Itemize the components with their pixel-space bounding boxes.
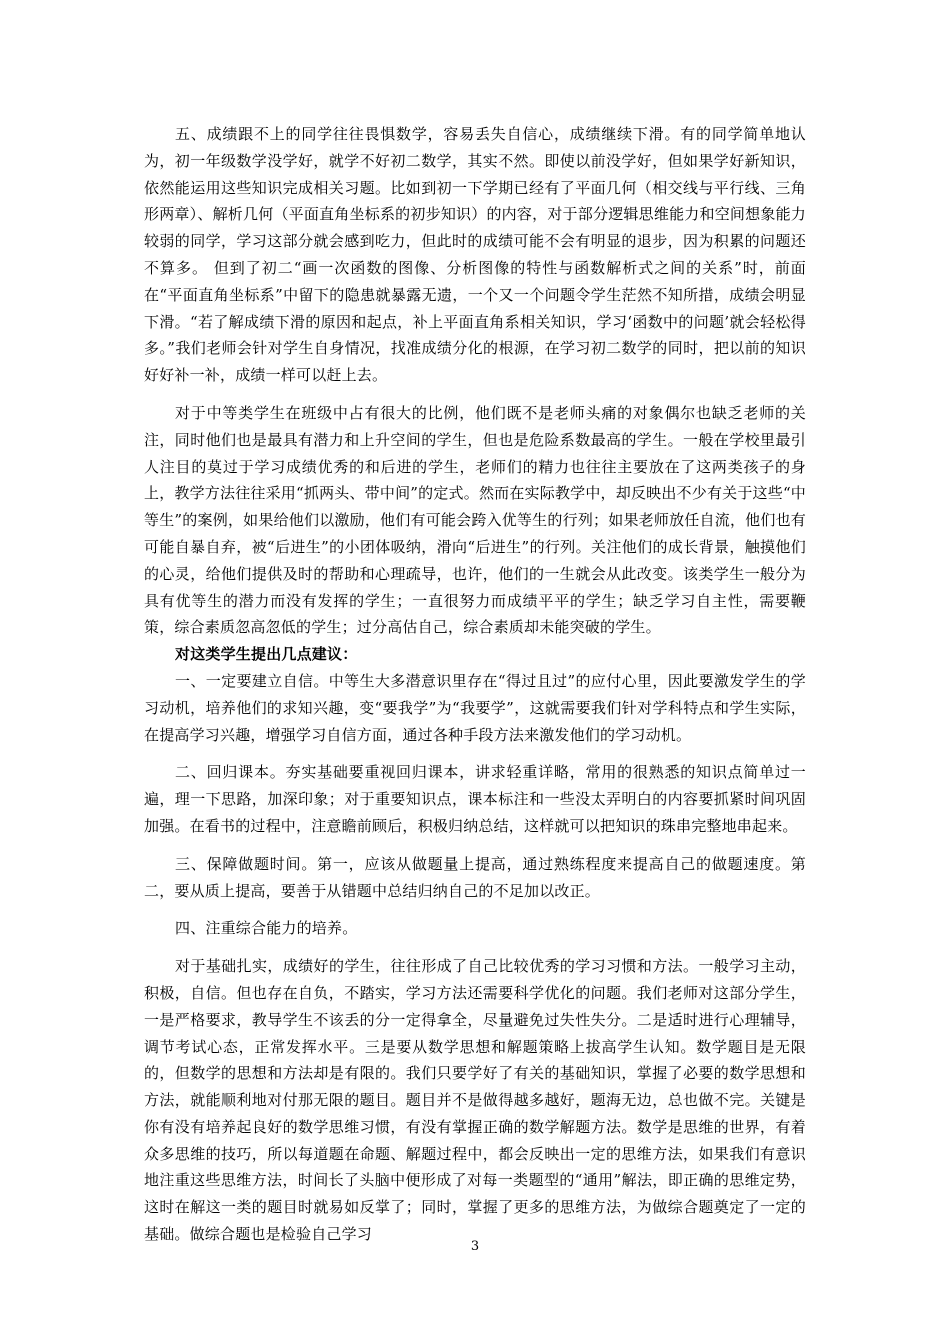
suggestion-comprehensive-ability: 四、注重综合能力的培养。 xyxy=(175,919,358,938)
suggestion-return-to-textbook: 二、回归课本。夯实基础要重视回归课本，讲求轻重详略，常用的很熟悉的知识点简单过一遍，理一下思路，加深印象；对于重要知识点，课本标注和一些没太弄明白的内容要抓紧时间巩固加强。在看书的过程中，注意瞻前顾后，积极归纳总结，这样就可以把知识的珠串完整地串起来。 xyxy=(144,763,806,835)
page-number: 3 xyxy=(470,1239,480,1254)
page-body xyxy=(144,121,806,1248)
paragraph-middle-students: 对于中等类学生在班级中占有很大的比例，他们既不是老师头痛的对象偶尔也缺乏老师的关注，同时他们也是最具有潜力和上升空间的学生，但也是危险系数最高的学生。一般在学校里最引人注目的莫过于学习成绩优秀的和后进的学生，老师们的精力也往往主要放在了这两类孩子的身上，教学方法往往采用“抓两头、带中间”的定式。然而在实际教学中，却反映出不少有关于这些“中等生”的案例，如果给他们以激励，他们有可能会跨入优等生的行列；如果老师放任自流，他们也有可能自暴自弃，被“后进生”的小团体吸纳，滑向“后进生”的行列。关注他们的成长背景，触摸他们的心灵，给他们提供及时的帮助和心理疏导，也许，他们的一生就会从此改变。该类学生一般分为具有优等生的潜力而没有发挥的学生；一直很努力而成绩平平的学生；缺乏学习自主性，需要鞭策，综合素质忽高忽低的学生；过分高估自己，综合素质却未能突破的学生。 xyxy=(144,403,807,637)
paragraph-top-students: 对于基础扎实，成绩好的学生，往往形成了自己比较优秀的学习习惯和方法。一般学习主动，积极，自信。但也存在自负，不踏实，学习方法还需要科学优化的问题。我们老师对这部分学生，一是严格要求，教导学生不该丢的分一定得拿全，尽量避免过失性失分。二是适时进行心理辅导，调节考试心态，正常发挥水平。三是要从数学思想和解题策略上拔高学生认知。数学题目是无限的，但数学的思想和方法却是有限的。我们只要学好了有关的基础知识，掌握了必要的数学思想和方法，就能顺利地对付那无限的题目。题目并不是做得越多越好，题海无边，总也做不完。关键是你有没有培养起良好的数学思维习惯，有没有掌握正确的数学解题方法。数学是思维的世界，有着众多思维的技巧，所以每道题在命题、解题过程中，都会反映出一定的思维方法，如果我们有意识地注重这些思维方法，时间长了头脑中便形成了对每一类题型的“通用”解法，即正确的思维定势，这时在解这一类的题目时就易如反掌了；同时，掌握了更多的思维方法，为做综合题奠定了一定的基础。做综合题也是检验自己学习 xyxy=(144,957,806,1244)
suggestions-heading: 对这类学生提出几点建议： xyxy=(175,645,358,664)
suggestion-build-confidence: 一、一定要建立自信。中等生大多潜意识里存在“得过且过”的应付心里，因此要激发学生的学习动机，培养他们的求知兴趣，变“要我学”为“我要学”，这就需要我们针对学科特点和学生实际，在提高学习兴趣，增强学习自信方面，通过各种手段方法来激发他们的学习动机。 xyxy=(144,671,806,744)
paragraph-section-five: 五、成绩跟不上的同学往往畏惧数学，容易丢失自信心，成绩继续下滑。有的同学简单地认为，初一年级数学没学好，就学不好初二数学，其实不然。即使以前没学好，但如果学好新知识，依然能运用这些知识完成相关习题。比如到初一下学期已经有了平面几何（相交线与平行线、三角形两章）、解析几何（平面直角坐标系的初步知识）的内容，对于部分逻辑思维能力和空间想象能力较弱的同学，学习这部分就会感到吃力，但此时的成绩可能不会有明显的退步，因为积累的问题还不算多。 但到了初二“画一次函数的图像、分析图像的特性与函数解析式之间的关系”时，前面在“平面直角坐标系”中留下的隐患就暴露无遗，一个又一个问题令学生茫然不知所措，成绩会明显下滑。“若了解成绩下滑的原因和起点，补上平面直角系相关知识，学习‘函数中的问题’就会轻松得多。”我们老师会针对学生自身情况，找准成绩分化的根源，在学习初二数学的同时，把以前的知识好好补一补，成绩一样可以赶上去。 xyxy=(144,125,806,385)
suggestion-practice-time: 三、保障做题时间。第一，应该从做题量上提高，通过熟练程度来提高自己的做题速度。第二，要从质上提高，要善于从错题中总结归纳自己的不足加以改正。 xyxy=(144,854,806,900)
